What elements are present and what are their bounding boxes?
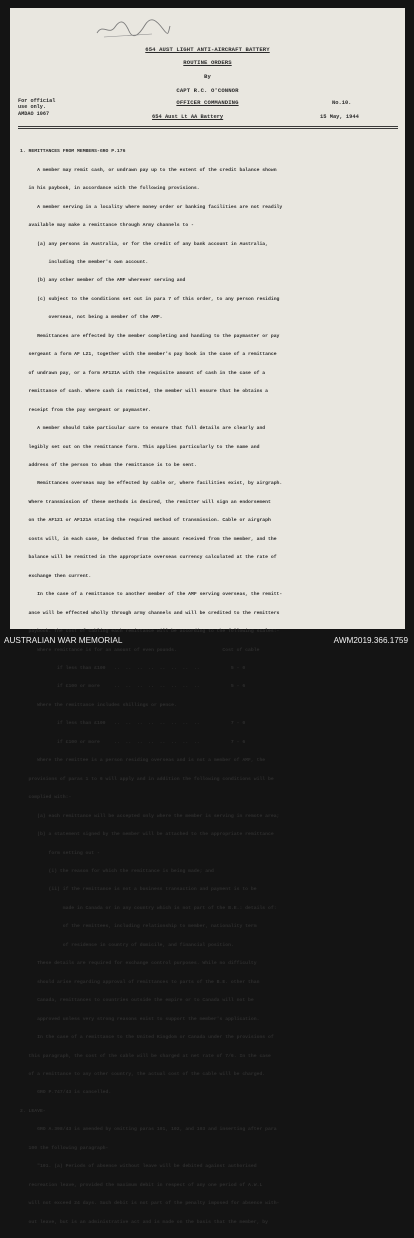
body-line: A member should take particular care to ensure that full details are clearly and: [20, 426, 266, 432]
body-line: will not exceed 24 days. Such debit is not part of the penalty imposed for absence with-: [20, 1201, 280, 1207]
body-line: on the AF121 or AF121A stating the required method of transmission. Cable or airgraph: [20, 518, 271, 524]
body-line: In the case of a remittance to another member of the AMF serving overseas, the remitt-: [20, 592, 283, 598]
document-heading: ROUTINE ORDERS: [183, 59, 232, 66]
body-line: address of the person to whom the remittance is to be sent.: [20, 463, 197, 469]
body-line: this paragraph, the cost of the cable will be charged at net rate of 7/6. In the case: [20, 1053, 271, 1059]
distribution-line: use only.: [18, 104, 47, 111]
body-line: GRO A.398/43 is amended by omitting paras 101, 102, and 103 and inserting after para: [20, 1127, 277, 1133]
unit-short-name: 654 Aust Lt AA Battery: [152, 114, 224, 120]
body-line: available may make a remittance through Army channels to -: [20, 223, 194, 229]
body-line: Where the remittance includes shillings or pence.: [20, 702, 177, 708]
body-line: receipt from the pay sergeant or paymaster.: [20, 407, 152, 413]
body-line: (a) any persons in Australia, or for the credit of any bank account in Australia,: [20, 241, 268, 247]
body-line: overseas, not being a member of the AMF.: [20, 315, 163, 321]
body-line: ance will be effected wholly through army channels and will be credited to the remitters: [20, 610, 280, 616]
body-line: if less than £100 .. .. .. .. .. .. .. .. 5 - 0: [20, 666, 246, 671]
order-date: 15 May, 1944: [320, 114, 359, 120]
commander-role: OFFICER COMMANDING: [176, 99, 239, 106]
body-line: 100 the following paragraph-: [20, 1145, 109, 1151]
body-line: of a remittance to any other country, the actual cost of the cable will be charged.: [20, 1071, 266, 1077]
body-line: A member may remit cash, or undrawn pay up to the extent of the credit balance shown: [20, 167, 277, 173]
body-line: if less than £100 .. .. .. .. .. .. .. .. 7 - 0: [20, 721, 246, 727]
body-line: Where remittance is for an amount of even pounds. Cost of cable: [20, 647, 260, 653]
body-line: if £100 or more .. .. .. .. .. .. .. .. 7 - 6: [20, 739, 246, 745]
body-line: 2. LEAVE-: [20, 1108, 46, 1114]
by-label: By: [204, 73, 211, 80]
body-line: legibly set out on the remittance form. This applies particularly to the name and: [20, 444, 260, 450]
body-line: form setting out -: [20, 850, 100, 856]
divider: [18, 126, 398, 127]
body-line: (c) subject to the conditions set out in para 7 of this order, to any person residing: [20, 296, 280, 302]
archive-footer: [0, 631, 414, 653]
distribution-line: For official: [18, 98, 56, 104]
body-line: Where transmission of these methods is desired, the remitter will sign an endorsement: [20, 499, 271, 505]
body-line: "101. (a) Periods of absence without leave will be debited against authorised: [20, 1164, 257, 1170]
body-line: should arise regarding approval of remittances to parts of the B.E. other than: [20, 979, 260, 985]
body-line: approved unless very strong reasons exist to support the member's application.: [20, 1016, 260, 1022]
body-line: of the remittees, including relationship to member, nationality term: [20, 924, 257, 930]
body-line: 1. REMITTANCES FROM MEMBERS-GRO P.176: [20, 149, 126, 155]
body-line: remittance of cash. Where cash is remitted, the member will ensure that he obtains a: [20, 389, 268, 395]
body-line: if £100 or more .. .. .. .. .. .. .. .. 5 - 6: [20, 684, 246, 690]
body-line: paybook. The cost of cabling each remittance will be according to the following scales:-: [20, 629, 280, 635]
archive-reference: AWM2019.366.1759: [333, 636, 408, 645]
body-line: GRO P.747/43 is cancelled.: [20, 1090, 112, 1096]
body-line: including the member's own account.: [20, 260, 149, 266]
body-line: Remittances overseas may be effected by cable or, where facilities exist, by airgraph.: [20, 481, 283, 487]
commander-name: CAPT R.C. O'CONNOR: [176, 87, 239, 94]
body-line: These details are required for exchange control purposes. While no difficulty: [20, 961, 257, 967]
body-line: (i) the reason for which the remittance is being made; and: [20, 868, 214, 874]
distribution-line: AMDAO 1067: [18, 110, 50, 117]
body-line: In the case of a remittance to the United Kingdom or Canada under the provisions of: [20, 1035, 274, 1041]
body-line: provisions of paras 1 to 6 will apply and in addition the following conditions will be: [20, 776, 274, 782]
body-line: A member serving in a locality where money order or banking facilities are not readily: [20, 204, 283, 210]
order-number: No.10.: [332, 100, 352, 106]
body-line: of undrawn pay, or a form AF121A with the requisite amount of cash in the case of a: [20, 370, 266, 376]
body-line: Where the remittee is a person residing overseas and is not a member of AMF, the: [20, 758, 266, 764]
body-line: (b) a statement signed by the member will be attached to the appropriate remittance: [20, 832, 274, 838]
body-line: (b) any other member of the AMF wherever serving and: [20, 278, 186, 284]
body-line: Canada, remittances to countries outside the empire or to Canada will not be: [20, 998, 254, 1004]
body-line: in his paybook, in accordance with the following provisions.: [20, 186, 200, 192]
body-line: Remittances are effected by the member completing and handing to the paymaster or pay: [20, 333, 280, 339]
unit-title: 654 AUST LIGHT ANTI-AIRCRAFT BATTERY: [145, 46, 270, 53]
body-line: complied with:-: [20, 795, 72, 801]
handwritten-signature-icon: [94, 14, 172, 40]
distribution-note: [18, 98, 55, 117]
archive-name: AUSTRALIAN WAR MEMORIAL: [4, 636, 123, 645]
body-line: of residence in country of domicile, and financial position.: [20, 942, 234, 948]
body-line: balance will be remitted in the appropriate overseas currency calculated at the rate of: [20, 555, 277, 561]
body-line: recreation leave, provided the maximum debit in respect of any one period of A.W.L: [20, 1182, 263, 1188]
body-line: costs will, in each case, be deducted from the amount received from the member, and the: [20, 536, 277, 542]
divider: [18, 128, 398, 129]
order-body: [20, 137, 398, 1238]
body-line: out leave, but is an administrative act and is made on the basis that the member, by: [20, 1219, 268, 1225]
body-line: (ii) if the remittance is not a business transaction and payment is to be: [20, 887, 257, 893]
body-line: made in Canada or in any country which is not part of the B.E.: details of:: [20, 905, 277, 911]
body-line: (a) each remittance will be accepted only where the member is serving in remote area;: [20, 813, 280, 819]
body-line: exchange then current.: [20, 573, 92, 579]
body-line: sergeant a form AF L21, together with the member's pay book in the case of a remittance: [20, 352, 277, 358]
